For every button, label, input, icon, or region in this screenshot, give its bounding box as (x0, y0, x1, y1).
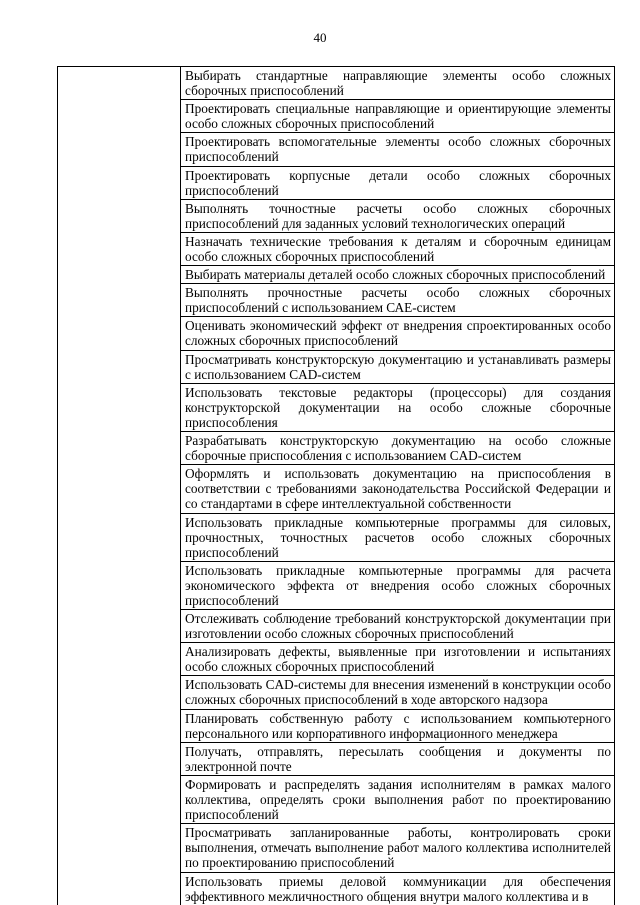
table-body (58, 67, 615, 905)
table-row (58, 67, 615, 100)
skill-cell: Использовать прикладные компьютерные программы для силовых, прочностных, точностных расчетов особо сложных сборочных приспособлений (181, 513, 615, 561)
skill-cell: Использовать прикладные компьютерные программы для расчета экономического эффекта от внедрения особо сложных сборочных приспособлений (181, 561, 615, 609)
skill-cell: Получать, отправлять, пересылать сообщения и документы по электронной почте (181, 742, 615, 775)
skill-cell: Использовать текстовые редакторы (процессоры) для создания конструкторской документации на особо сложные сборочные приспособления (181, 383, 615, 431)
skill-cell: Оформлять и использовать документацию на приспособления в соответствии с требованиями законодательства Российской Федерации и со стандартами в сфере интеллектуальной собственности (181, 465, 615, 513)
skill-cell: Анализировать дефекты, выявленные при изготовлении и испытаниях особо сложных сборочных приспособлений (181, 643, 615, 676)
skill-cell: Назначать технические требования к деталям и сборочным единицам особо сложных сборочных приспособлений (181, 232, 615, 265)
page-number: 40 (313, 30, 327, 45)
skill-cell: Проектировать специальные направляющие и ориентирующие элементы особо сложных сборочных приспособлений (181, 100, 615, 133)
skill-cell: Проектировать корпусные детали особо сложных сборочных приспособлений (181, 166, 615, 199)
skill-cell: Просматривать конструкторскую документацию и устанавливать размеры с использованием CAD-систем (181, 350, 615, 383)
skill-cell: Планировать собственную работу с использованием компьютерного персонального или корпоративного информационного менеджера (181, 709, 615, 742)
skill-cell: Оценивать экономический эффект от внедрения спроектированных особо сложных сборочных приспособлений (181, 317, 615, 350)
skill-cell: Использовать приемы деловой коммуникации для обеспечения эффективного межличностного общения внутри малого коллектива и в (185, 873, 611, 904)
skills-table (57, 66, 615, 905)
skill-cell: Использовать CAD-системы для внесения изменений в конструкции особо сложных сборочных приспособлений в ходе авторского надзора (181, 676, 615, 709)
skill-cell: Проектировать вспомогательные элементы особо сложных сборочных приспособлений (181, 133, 615, 166)
skill-cell: Отслеживать соблюдение требований конструкторской документации при изготовлении особо сложных сборочных приспособлений (181, 610, 615, 643)
skill-cell: Выполнять прочностные расчеты особо сложных сборочных приспособлений с использованием САЕ-систем (181, 284, 615, 317)
skill-cell: Выполнять точностные расчеты особо сложных сборочных приспособлений для заданных условий технологических операций (181, 199, 615, 232)
skill-cell: Просматривать запланированные работы, контролировать сроки выполнения, отмечать выполнение работ малого коллектива исполнителей по проектированию приспособлений (181, 824, 615, 872)
skill-cell: Разрабатывать конструкторскую документацию на особо сложные сборочные приспособления с использованием CAD-систем (181, 432, 615, 465)
left-column-cell (58, 67, 181, 905)
skill-cell: Формировать и распределять задания исполнителям в рамках малого коллектива, определять сроки выполнения работ по проектированию приспособлений (181, 776, 615, 824)
skill-cell: Выбирать материалы деталей особо сложных сборочных приспособлений (181, 266, 615, 284)
skill-cell: Выбирать стандартные направляющие элементы особо сложных сборочных приспособлений (181, 67, 615, 100)
